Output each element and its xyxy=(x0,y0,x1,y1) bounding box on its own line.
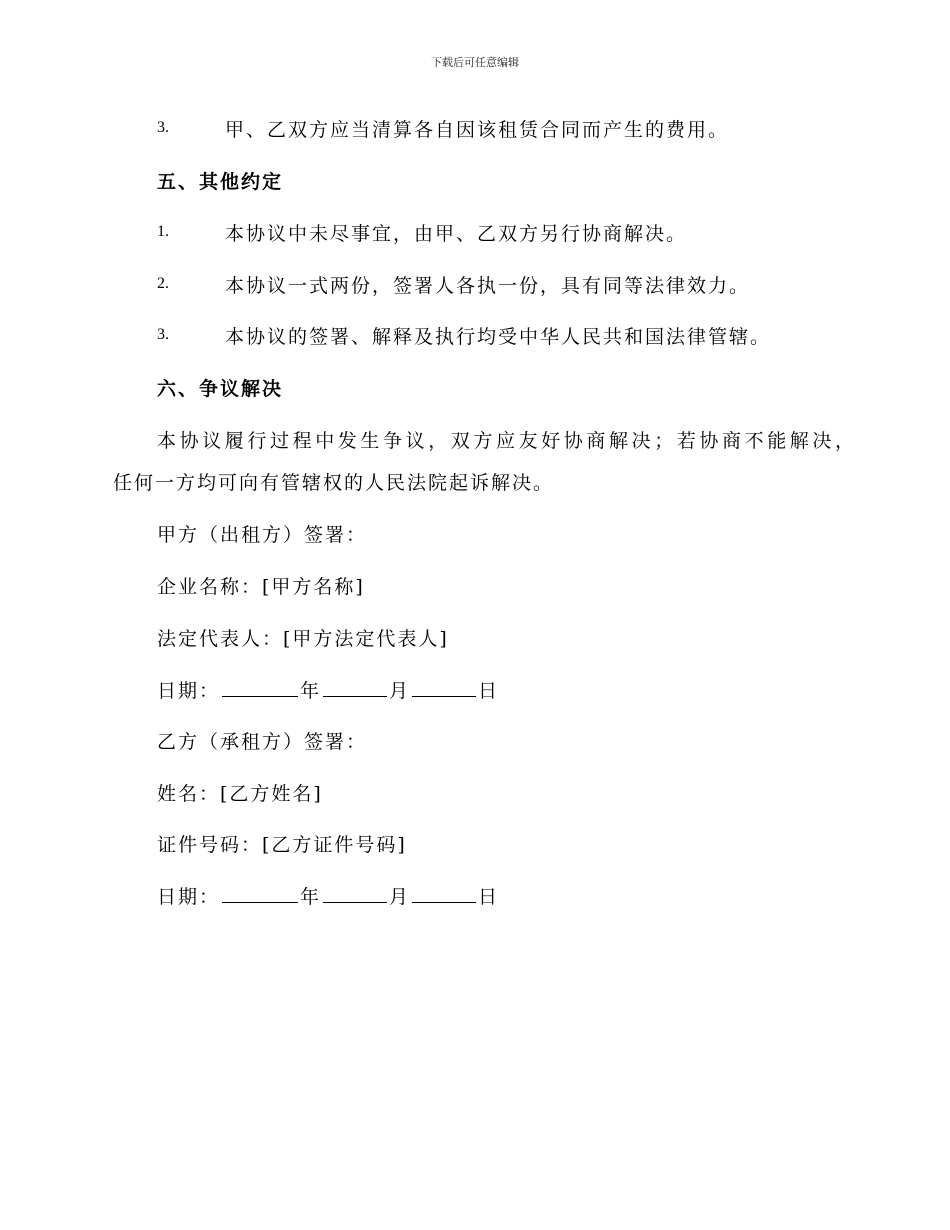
party-b-name: 姓名：[乙方姓名] xyxy=(157,783,323,805)
year-blank xyxy=(222,901,298,903)
list-number: 1. xyxy=(157,223,169,240)
list-number: 3. xyxy=(157,326,169,343)
party-b-date xyxy=(157,882,499,909)
day-label: 日 xyxy=(478,886,500,908)
list-item-text: 本协议一式两份，签署人各执一份，具有同等法律效力。 xyxy=(225,275,751,297)
party-a-sign-label: 甲方（出租方）签署： xyxy=(157,524,368,546)
party-b-id-number: 证件号码：[乙方证件号码] xyxy=(157,834,407,856)
month-label: 月 xyxy=(389,886,411,908)
year-label: 年 xyxy=(300,680,322,702)
list-item-s4-3 xyxy=(0,115,950,141)
month-blank xyxy=(323,695,387,697)
day-blank xyxy=(412,901,476,903)
year-label: 年 xyxy=(300,886,322,908)
date-label: 日期： xyxy=(157,886,221,908)
party-a-company: 企业名称：[甲方名称] xyxy=(157,576,365,598)
page-header-note: 下载后可任意编辑 xyxy=(431,56,519,69)
month-blank xyxy=(323,901,387,903)
section-heading-6: 六、争议解决 xyxy=(157,378,284,400)
month-label: 月 xyxy=(389,680,411,702)
party-a-legal-rep: 法定代表人：[甲方法定代表人] xyxy=(157,628,449,650)
list-item-text: 本协议中未尽事宜，由甲、乙双方另行协商解决。 xyxy=(225,223,688,245)
list-item-s5-2 xyxy=(0,271,950,297)
list-number: 2. xyxy=(157,275,169,292)
section-heading-5: 五、其他约定 xyxy=(157,171,284,193)
dispute-paragraph-line1: 本协议履行过程中发生争议，双方应友好协商解决；若协商不能解决， xyxy=(157,430,858,452)
day-label: 日 xyxy=(478,680,500,702)
list-number: 3. xyxy=(157,119,169,136)
date-label: 日期： xyxy=(157,680,221,702)
dispute-paragraph-line2: 任何一方均可向有管辖权的人民法院起诉解决。 xyxy=(113,472,555,494)
list-item-text: 甲、乙双方应当清算各自因该租赁合同而产生的费用。 xyxy=(225,119,730,141)
list-item-s5-3 xyxy=(0,322,950,348)
party-a-date xyxy=(157,676,499,703)
year-blank xyxy=(222,695,298,697)
party-b-sign-label: 乙方（承租方）签署： xyxy=(157,731,368,753)
list-item-text: 本协议的签署、解释及执行均受中华人民共和国法律管辖。 xyxy=(225,326,772,348)
list-item-s5-1 xyxy=(0,219,950,245)
day-blank xyxy=(412,695,476,697)
